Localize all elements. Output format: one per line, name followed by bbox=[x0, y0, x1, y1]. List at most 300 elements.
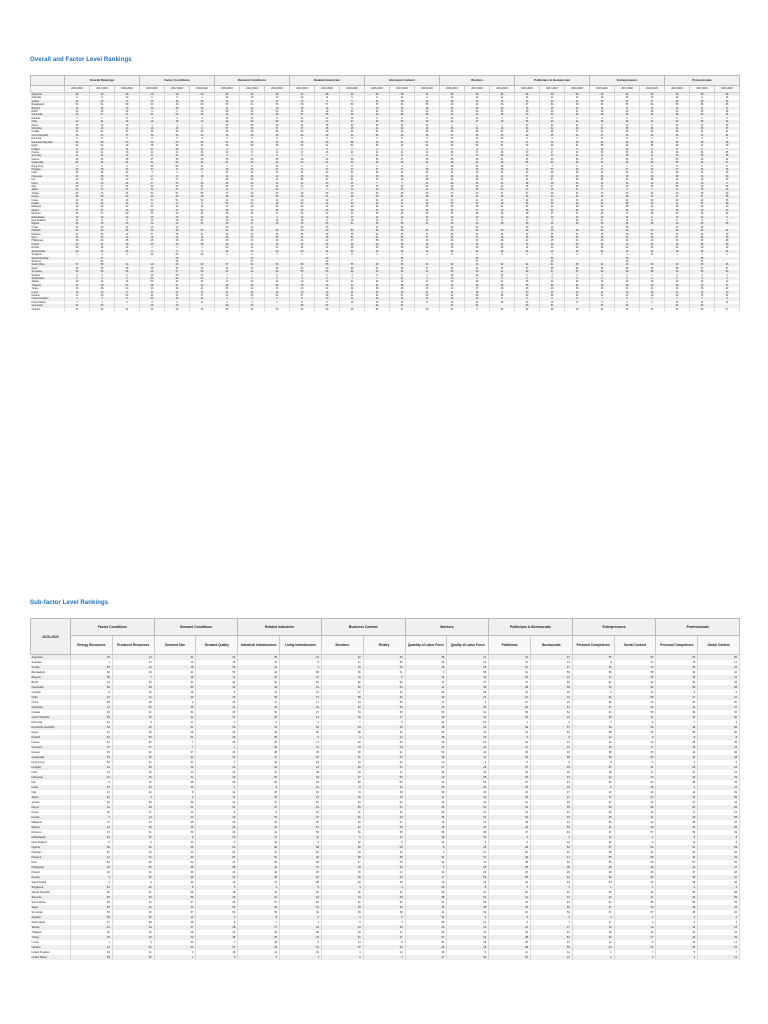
rank-cell: 24 bbox=[265, 280, 290, 283]
rank-cell: 51 bbox=[140, 161, 165, 164]
rank-cell: 6 bbox=[656, 955, 698, 960]
rank-cell: 32 bbox=[447, 770, 489, 775]
rank-cell: 50 bbox=[265, 195, 290, 198]
rank-cell: 8 bbox=[365, 96, 390, 99]
rank-cell: 20 bbox=[489, 675, 531, 680]
rank-cell: 4 bbox=[240, 148, 265, 151]
rank-cell: 35 bbox=[290, 175, 315, 178]
rank-cell: 41 bbox=[154, 655, 196, 661]
rank-cell: 2 bbox=[390, 253, 415, 256]
rank-cell: 16 bbox=[165, 120, 190, 123]
rank-cell: 28 bbox=[656, 740, 698, 745]
rank-cell: 58 bbox=[447, 685, 489, 690]
rank-cell: 20 bbox=[614, 705, 656, 710]
rank-cell: 25 bbox=[447, 825, 489, 830]
rank-cell: 40 bbox=[530, 905, 572, 910]
rank-cell: 14 bbox=[65, 219, 90, 222]
rank-cell: 29 bbox=[115, 185, 140, 188]
country-name: Australia bbox=[31, 96, 65, 99]
rank-cell: 16 bbox=[280, 790, 322, 795]
rank-cell: 24 bbox=[540, 120, 565, 123]
rank-cell: 8 bbox=[698, 835, 740, 840]
rank-cell: 17 bbox=[665, 188, 690, 191]
rank-cell: 45 bbox=[165, 267, 190, 270]
rank-cell: 5 bbox=[415, 117, 440, 120]
rank-cell: 24 bbox=[280, 765, 322, 770]
rank-cell: 45 bbox=[215, 287, 240, 290]
rank-cell: 30 bbox=[321, 750, 363, 755]
rank-cell: 40 bbox=[590, 226, 615, 229]
rank-cell: 30 bbox=[565, 199, 590, 202]
country-name: Greece bbox=[31, 750, 71, 755]
rank-cell: 6 bbox=[447, 700, 489, 705]
rank-cell: 49 bbox=[140, 195, 165, 198]
rank-cell: 39 bbox=[690, 250, 715, 253]
rank-cell: 59 bbox=[698, 845, 740, 850]
rank-cell: 40 bbox=[665, 250, 690, 253]
rank-cell: 25 bbox=[440, 185, 465, 188]
rank-cell: 44 bbox=[540, 209, 565, 212]
rank-cell: 32 bbox=[615, 209, 640, 212]
rank-cell: 2 bbox=[265, 216, 290, 219]
rank-cell: 33 bbox=[698, 765, 740, 770]
rank-cell: 43 bbox=[65, 287, 90, 290]
country-name: Canada bbox=[31, 117, 65, 120]
rank-cell: 28 bbox=[665, 243, 690, 246]
rank-cell: 35 bbox=[240, 294, 265, 297]
rank-cell: 62 bbox=[590, 229, 615, 232]
rank-cell: 60 bbox=[390, 130, 415, 133]
rank-cell: 9 bbox=[115, 291, 140, 294]
rank-cell: 32 bbox=[154, 715, 196, 720]
rank-cell: 61 bbox=[71, 885, 113, 890]
rank-cell: 40 bbox=[115, 178, 140, 181]
rank-cell: 56 bbox=[565, 294, 590, 297]
rank-cell: 60 bbox=[315, 229, 340, 232]
rank-cell: 39 bbox=[572, 725, 614, 730]
rank-cell: 33 bbox=[71, 935, 113, 940]
rank-cell: 22 bbox=[65, 151, 90, 154]
rank-cell: 56 bbox=[265, 263, 290, 266]
rank-cell: 1 bbox=[390, 148, 415, 151]
rank-cell: 33 bbox=[447, 835, 489, 840]
rank-cell: 56 bbox=[71, 915, 113, 920]
rank-cell: 27 bbox=[615, 168, 640, 171]
country-name: Philippines bbox=[31, 239, 65, 242]
rank-cell: 56 bbox=[440, 270, 465, 273]
country-name: Iran bbox=[31, 178, 65, 181]
rank-cell: 34 bbox=[690, 151, 715, 154]
rank-cell: 56 bbox=[240, 144, 265, 147]
rank-cell: 16 bbox=[540, 182, 565, 185]
subfactor-group-header: Professionals bbox=[656, 619, 740, 636]
rank-cell: 42 bbox=[489, 900, 531, 905]
rank-cell: 28 bbox=[238, 750, 280, 755]
rank-cell: 15 bbox=[698, 925, 740, 930]
rank-cell: 52 bbox=[365, 110, 390, 113]
rank-cell: 57 bbox=[154, 910, 196, 915]
rank-cell: 40 bbox=[690, 178, 715, 181]
rank-cell: 53 bbox=[65, 113, 90, 116]
rank-cell: 28 bbox=[365, 243, 390, 246]
rank-cell: 35 bbox=[615, 127, 640, 130]
rank-cell: 31 bbox=[340, 171, 365, 174]
rank-cell: 10 bbox=[440, 297, 465, 300]
rank-cell: 12 bbox=[590, 182, 615, 185]
rank-cell: 8 bbox=[640, 165, 665, 168]
rank-cell: 37 bbox=[465, 260, 490, 263]
rank-cell: 12 bbox=[530, 675, 572, 680]
rank-cell: 51 bbox=[154, 735, 196, 740]
rank-cell: 36 bbox=[615, 158, 640, 161]
rank-cell: 20 bbox=[240, 280, 265, 283]
rank-cell: 45 bbox=[465, 246, 490, 249]
rank-cell: 49 bbox=[465, 110, 490, 113]
rank-cell: 51 bbox=[215, 270, 240, 273]
rank-cell: 13 bbox=[340, 216, 365, 219]
rank-cell: 21 bbox=[572, 825, 614, 830]
rank-cell: 25 bbox=[280, 750, 322, 755]
overall-group-header: Politicians & Bureaucrats bbox=[515, 76, 590, 86]
rank-cell: 58 bbox=[489, 875, 531, 880]
overall-year-header-row bbox=[31, 86, 740, 93]
rank-cell: 53 bbox=[447, 780, 489, 785]
rank-cell: 46 bbox=[615, 134, 640, 137]
rank-cell: 11 bbox=[640, 253, 665, 256]
rank-cell: 11 bbox=[715, 107, 740, 110]
rank-cell: 55 bbox=[614, 875, 656, 880]
rank-cell: 56 bbox=[165, 165, 190, 168]
rank-cell: 10 bbox=[154, 660, 196, 665]
rank-cell: 25 bbox=[154, 845, 196, 850]
rank-cell: 56 bbox=[140, 165, 165, 168]
rank-cell: 17 bbox=[115, 100, 140, 103]
rank-cell: 51 bbox=[238, 850, 280, 855]
rank-cell: 27 bbox=[465, 120, 490, 123]
rank-cell: 33 bbox=[715, 209, 740, 212]
rank-cell: 50 bbox=[565, 93, 590, 97]
rank-cell: 27 bbox=[71, 790, 113, 795]
rank-cell: 32 bbox=[530, 820, 572, 825]
rank-cell: 7 bbox=[640, 188, 665, 191]
rank-cell: 6 bbox=[415, 277, 440, 280]
rank-cell: 4 bbox=[112, 795, 154, 800]
rank-cell: 46 bbox=[530, 830, 572, 835]
rank-cell: 60 bbox=[690, 141, 715, 144]
rank-cell: 33 bbox=[290, 202, 315, 205]
rank-cell: 29 bbox=[321, 865, 363, 870]
rank-cell: 44 bbox=[65, 110, 90, 113]
rank-cell: 49 bbox=[490, 222, 515, 225]
rank-cell: 50 bbox=[614, 655, 656, 661]
rank-cell: 9 bbox=[572, 690, 614, 695]
rank-cell: 22 bbox=[665, 199, 690, 202]
rank-cell: 36 bbox=[71, 810, 113, 815]
rank-cell: 50 bbox=[565, 236, 590, 239]
rank-cell: 20 bbox=[489, 785, 531, 790]
rank-cell: 17 bbox=[165, 154, 190, 157]
rank-cell: 56 bbox=[565, 209, 590, 212]
rank-cell: 53 bbox=[240, 178, 265, 181]
rank-cell: 24 bbox=[340, 267, 365, 270]
rank-cell: 25 bbox=[365, 222, 390, 225]
rank-cell: 2 bbox=[665, 274, 690, 277]
rank-cell: 41 bbox=[405, 795, 447, 800]
subfactor-column-header: Quantity of Labor Force bbox=[405, 636, 447, 655]
rank-cell: 25 bbox=[65, 185, 90, 188]
rank-cell: 37 bbox=[196, 715, 238, 720]
rank-cell: 6 bbox=[465, 308, 490, 311]
rank-cell: 36 bbox=[440, 151, 465, 154]
country-name: Denmark bbox=[31, 720, 71, 725]
rank-cell: 47 bbox=[390, 294, 415, 297]
rank-cell: 58 bbox=[290, 103, 315, 106]
rank-cell: 44 bbox=[238, 890, 280, 895]
rank-cell: 26 bbox=[321, 795, 363, 800]
rank-cell: 17 bbox=[71, 820, 113, 825]
rank-cell: 36 bbox=[290, 226, 315, 229]
rank-cell: 26 bbox=[390, 178, 415, 181]
rank-cell: 46 bbox=[238, 705, 280, 710]
rank-cell: 3 bbox=[154, 950, 196, 955]
rank-cell: 28 bbox=[415, 308, 440, 311]
rank-cell: 8 bbox=[140, 202, 165, 205]
rank-cell: 26 bbox=[265, 243, 290, 246]
rank-cell: 13 bbox=[265, 165, 290, 168]
rank-cell: 21 bbox=[614, 765, 656, 770]
rank-cell: 16 bbox=[530, 740, 572, 745]
rank-cell: 56 bbox=[240, 127, 265, 130]
rank-cell: 2 bbox=[590, 274, 615, 277]
rank-cell: 6 bbox=[112, 720, 154, 725]
rank-cell: 25 bbox=[565, 243, 590, 246]
subfactor-column-header: Personal Competence bbox=[656, 636, 698, 655]
rank-cell: 22 bbox=[640, 168, 665, 171]
rank-cell: 28 bbox=[240, 134, 265, 137]
country-name: Chile bbox=[31, 695, 71, 700]
year-header: 2015-2016 bbox=[440, 86, 465, 93]
country-name: France bbox=[31, 151, 65, 154]
rank-cell: 16 bbox=[190, 216, 215, 219]
rank-cell: 40 bbox=[215, 246, 240, 249]
rank-cell: 49 bbox=[614, 825, 656, 830]
rank-cell: 39 bbox=[363, 660, 405, 665]
rank-cell: 19 bbox=[405, 820, 447, 825]
rank-cell: 26 bbox=[390, 284, 415, 287]
rank-cell: 33 bbox=[265, 233, 290, 236]
rank-cell: 14 bbox=[715, 188, 740, 191]
rank-cell: 4 bbox=[615, 301, 640, 304]
rank-cell: 55 bbox=[515, 161, 540, 164]
rank-cell: 25 bbox=[615, 250, 640, 253]
rank-cell: 16 bbox=[565, 151, 590, 154]
rank-cell: 50 bbox=[280, 730, 322, 735]
rank-cell: 6 bbox=[112, 840, 154, 845]
rank-cell: 51 bbox=[515, 93, 540, 97]
rank-cell: 55 bbox=[390, 161, 415, 164]
rank-cell: 17 bbox=[165, 178, 190, 181]
rank-cell: 29 bbox=[265, 205, 290, 208]
subfactor-group-header: Factor Conditions bbox=[71, 619, 155, 636]
rank-cell: 8 bbox=[440, 253, 465, 256]
rank-cell: 6 bbox=[614, 735, 656, 740]
rank-cell: 34 bbox=[321, 790, 363, 795]
rank-cell: 45 bbox=[190, 308, 215, 311]
rank-cell: 4 bbox=[154, 795, 196, 800]
rank-cell: 58 bbox=[440, 130, 465, 133]
rank-cell: 52 bbox=[530, 860, 572, 865]
rank-cell: 56 bbox=[90, 161, 115, 164]
rank-cell: 45 bbox=[490, 161, 515, 164]
rank-cell: 17 bbox=[615, 107, 640, 110]
rank-cell: 14 bbox=[215, 199, 240, 202]
rank-cell: 57 bbox=[489, 780, 531, 785]
rank-cell: 33 bbox=[315, 209, 340, 212]
rank-cell: 49 bbox=[489, 725, 531, 730]
rank-cell: 27 bbox=[572, 765, 614, 770]
rank-cell: 54 bbox=[698, 710, 740, 715]
rank-cell: 12 bbox=[565, 96, 590, 99]
rank-cell: 14 bbox=[565, 107, 590, 110]
rank-cell: 1 bbox=[280, 920, 322, 925]
rank-cell: 61 bbox=[465, 304, 490, 307]
rank-cell: 26 bbox=[415, 134, 440, 137]
rank-cell: 23 bbox=[265, 250, 290, 253]
rank-cell: 8 bbox=[715, 165, 740, 168]
rank-cell: 32 bbox=[190, 182, 215, 185]
rank-cell: 24 bbox=[240, 243, 265, 246]
rank-cell: 44 bbox=[71, 740, 113, 745]
rank-cell: 7 bbox=[690, 297, 715, 300]
rank-cell: 6 bbox=[190, 178, 215, 181]
rank-cell: 28 bbox=[447, 690, 489, 695]
rank-cell: 12 bbox=[530, 955, 572, 960]
rank-cell: 49 bbox=[715, 144, 740, 147]
rank-cell: 5 bbox=[321, 835, 363, 840]
rank-cell: 4 bbox=[140, 117, 165, 120]
rank-cell: 12 bbox=[490, 96, 515, 99]
rank-cell: 16 bbox=[698, 810, 740, 815]
rank-cell: 13 bbox=[590, 219, 615, 222]
rank-cell: 19 bbox=[65, 188, 90, 191]
rank-cell: 24 bbox=[190, 154, 215, 157]
rank-cell: 41 bbox=[238, 825, 280, 830]
rank-cell: 33 bbox=[165, 103, 190, 106]
rank-cell: 44 bbox=[440, 199, 465, 202]
rank-cell: 52 bbox=[280, 725, 322, 730]
rank-cell: 24 bbox=[530, 880, 572, 885]
rank-cell: 60 bbox=[215, 304, 240, 307]
country-name: Saudi Arabia bbox=[31, 250, 65, 253]
rank-cell: 61 bbox=[390, 304, 415, 307]
rank-cell: 39 bbox=[365, 294, 390, 297]
rank-cell: 43 bbox=[390, 171, 415, 174]
overall-corner-cell bbox=[31, 76, 65, 86]
rank-cell: 4 bbox=[465, 148, 490, 151]
rank-cell: 7 bbox=[530, 920, 572, 925]
rank-cell: 2 bbox=[90, 253, 115, 256]
rank-cell: 37 bbox=[415, 267, 440, 270]
rank-cell: 33 bbox=[415, 171, 440, 174]
rank-cell: 29 bbox=[390, 222, 415, 225]
rank-cell: 33 bbox=[315, 171, 340, 174]
rank-cell: 5 bbox=[340, 137, 365, 140]
rank-cell: 5 bbox=[614, 760, 656, 765]
rank-cell: 7 bbox=[154, 740, 196, 745]
rank-cell: 21 bbox=[140, 205, 165, 208]
country-name: Ukraine bbox=[31, 294, 65, 297]
rank-cell: 26 bbox=[280, 800, 322, 805]
rank-cell: 58 bbox=[698, 890, 740, 895]
rank-cell: 56 bbox=[315, 270, 340, 273]
rank-cell: 8 bbox=[515, 117, 540, 120]
rank-cell: 6 bbox=[615, 188, 640, 191]
rank-cell: 23 bbox=[640, 205, 665, 208]
rank-cell: 32 bbox=[215, 134, 240, 137]
rank-cell: 44 bbox=[465, 161, 490, 164]
rank-cell: 38 bbox=[405, 755, 447, 760]
rank-cell: 49 bbox=[112, 730, 154, 735]
rank-cell: 1 bbox=[489, 720, 531, 725]
rank-cell: 53 bbox=[238, 780, 280, 785]
rank-cell: 6 bbox=[715, 117, 740, 120]
rank-cell: 5 bbox=[715, 297, 740, 300]
rank-cell: 8 bbox=[165, 202, 190, 205]
subfactor-group-header: Business Context bbox=[321, 619, 405, 636]
year-header: 2015-2016 bbox=[590, 86, 615, 93]
rank-cell: 23 bbox=[698, 770, 740, 775]
rank-cell: 36 bbox=[196, 900, 238, 905]
rank-cell: 37 bbox=[715, 127, 740, 130]
rank-cell: 46 bbox=[698, 740, 740, 745]
rank-cell: 4 bbox=[71, 875, 113, 880]
rank-cell: 16 bbox=[190, 205, 215, 208]
rank-cell: 12 bbox=[572, 795, 614, 800]
rank-cell: 10 bbox=[238, 760, 280, 765]
rank-cell: 3 bbox=[196, 915, 238, 920]
rank-cell: 31 bbox=[154, 680, 196, 685]
rank-cell: 19 bbox=[71, 655, 113, 661]
rank-cell: 56 bbox=[390, 236, 415, 239]
rank-cell: 26 bbox=[196, 895, 238, 900]
rank-cell: 16 bbox=[65, 107, 90, 110]
rank-cell: 43 bbox=[415, 239, 440, 242]
rank-cell: 19 bbox=[489, 740, 531, 745]
rank-cell: 38 bbox=[615, 202, 640, 205]
rank-cell: 36 bbox=[614, 725, 656, 730]
rank-cell: 48 bbox=[363, 910, 405, 915]
rank-cell: 52 bbox=[614, 890, 656, 895]
rank-cell: 28 bbox=[365, 205, 390, 208]
rank-cell: 5 bbox=[490, 148, 515, 151]
rank-cell: 30 bbox=[665, 171, 690, 174]
rank-cell: 23 bbox=[715, 205, 740, 208]
subfactor-column-header: Energy Resources bbox=[71, 636, 113, 655]
rank-cell: 31 bbox=[196, 705, 238, 710]
rank-cell: 17 bbox=[415, 280, 440, 283]
rank-cell: 27 bbox=[656, 870, 698, 875]
rank-cell: 48 bbox=[90, 110, 115, 113]
rank-cell: 59 bbox=[515, 270, 540, 273]
rank-cell: 30 bbox=[280, 820, 322, 825]
rank-cell: 14 bbox=[321, 940, 363, 945]
rank-cell: 1 bbox=[280, 955, 322, 960]
rank-cell: 42 bbox=[515, 195, 540, 198]
rank-cell: 22 bbox=[290, 267, 315, 270]
rank-cell: 32 bbox=[363, 785, 405, 790]
rank-cell: 38 bbox=[515, 212, 540, 215]
rank-cell: 47 bbox=[238, 880, 280, 885]
